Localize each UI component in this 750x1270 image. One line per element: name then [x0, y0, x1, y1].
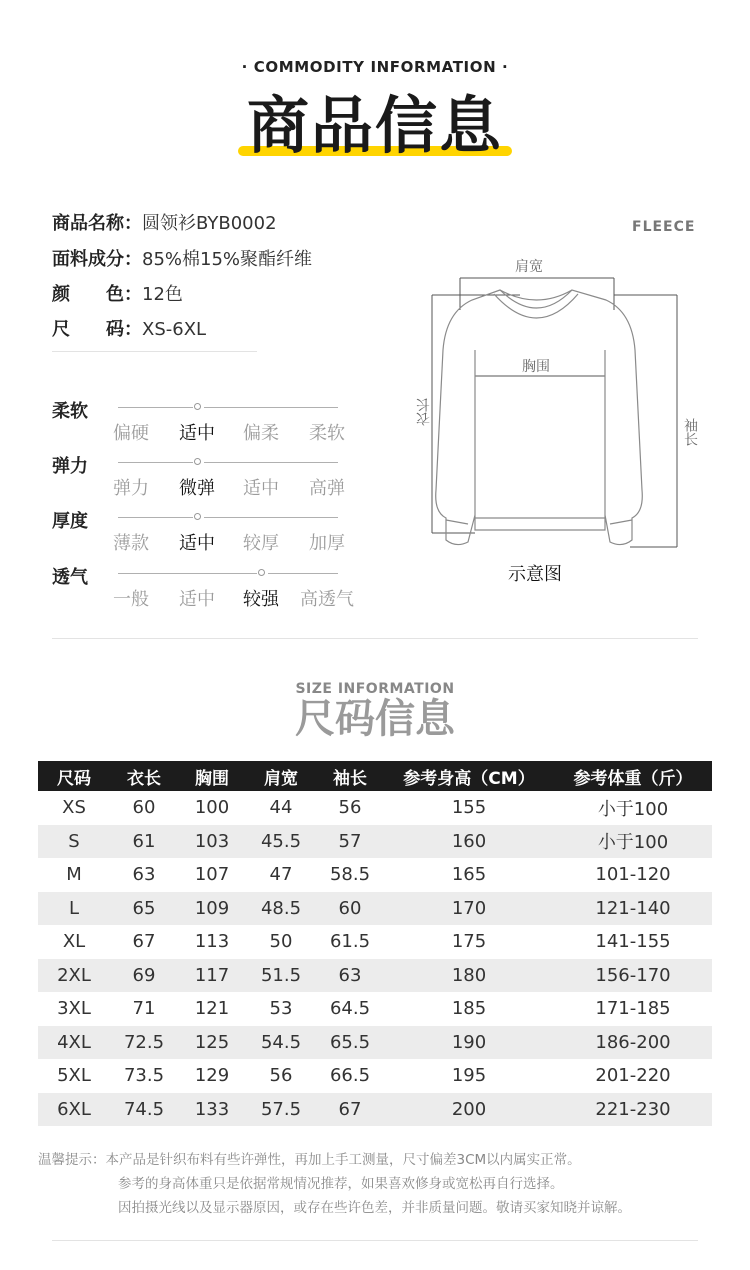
- table-row: [38, 1093, 712, 1127]
- table-cell: 195: [451, 1065, 487, 1087]
- table-cell: 48.5: [246, 892, 316, 926]
- table-cell: 65: [110, 892, 178, 926]
- table-cell: 170: [384, 892, 554, 926]
- attribute-label: 弹力: [52, 456, 88, 477]
- table-cell: 60: [132, 797, 156, 819]
- table-cell: 180: [384, 959, 554, 993]
- shoulder-label: 肩宽: [515, 259, 543, 275]
- table-cell: 61.5: [329, 931, 371, 953]
- info-divider: [52, 351, 257, 352]
- size-subtitle-en: SIZE INFORMATION: [295, 681, 455, 697]
- scale-line: [118, 517, 193, 518]
- table-row: [38, 925, 712, 959]
- table-cell: 100: [194, 797, 230, 819]
- header-height: 参考身高（CM）: [384, 761, 554, 791]
- info-value: 圆领衫BYB0002: [142, 213, 277, 234]
- table-cell: 72.5: [110, 1026, 178, 1060]
- table-cell: 109: [178, 892, 246, 926]
- scale-line: [118, 462, 193, 463]
- table-cell: 107: [194, 864, 230, 886]
- table-cell: 156-170: [554, 959, 712, 993]
- attribute-label: 柔软: [52, 401, 88, 422]
- note-line-1: 温馨提示：本产品是针织布料有些许弹性，再加上手工测量，尺寸偏差3CM以内属实正常。: [38, 1152, 581, 1168]
- table-cell: 200: [384, 1093, 554, 1127]
- table-cell: L: [38, 892, 110, 926]
- table-cell: 小于100: [597, 798, 669, 820]
- header-weight: 参考体重（斤）: [554, 761, 712, 791]
- info-row-size: [52, 315, 206, 341]
- scale-indicator-dot: [258, 569, 265, 576]
- attribute-label: 厚度: [52, 511, 88, 532]
- footer-divider: [52, 1240, 698, 1241]
- length-label: 衣长: [416, 398, 432, 426]
- table-cell: 47: [269, 864, 293, 886]
- diagram-caption: 示意图: [508, 564, 562, 585]
- table-cell: 56: [269, 1065, 293, 1087]
- scale-line: [268, 573, 338, 574]
- table-cell: 63: [316, 959, 384, 993]
- table-cell: 185: [451, 998, 487, 1020]
- header-length: 衣长: [110, 761, 178, 791]
- info-key: 商品名称：: [52, 213, 142, 234]
- table-cell: 60: [316, 892, 384, 926]
- scale-indicator-dot: [194, 403, 201, 410]
- commodity-subtitle-en: · COMMODITY INFORMATION ·: [241, 58, 509, 76]
- table-cell: 101-120: [595, 864, 671, 886]
- table-cell: 66.5: [329, 1065, 371, 1087]
- info-key: 尺 码：: [52, 319, 142, 340]
- attribute-option: 偏硬: [113, 423, 149, 444]
- table-cell: 58.5: [329, 864, 371, 886]
- table-cell: 186-200: [554, 1026, 712, 1060]
- table-cell: XL: [62, 931, 86, 953]
- table-cell: 133: [178, 1093, 246, 1127]
- table-cell: 6XL: [38, 1093, 110, 1127]
- table-cell: 74.5: [110, 1093, 178, 1127]
- table-cell: 56: [338, 797, 362, 819]
- table-cell: 3XL: [57, 998, 91, 1020]
- table-cell: 71: [132, 998, 156, 1020]
- brand-label: FLEECE: [632, 219, 696, 235]
- table-cell: 65.5: [316, 1026, 384, 1060]
- table-row: [38, 791, 712, 825]
- table-cell: S: [38, 825, 110, 859]
- header-size: 尺码: [38, 761, 110, 791]
- table-cell: 51.5: [246, 959, 316, 993]
- attribute-option: 适中: [243, 478, 279, 499]
- table-cell: 190: [384, 1026, 554, 1060]
- table-row: [38, 1059, 712, 1093]
- attribute-option: 偏柔: [243, 423, 279, 444]
- chest-label: 胸围: [522, 359, 550, 375]
- table-row: [38, 858, 712, 892]
- attribute-option: 柔软: [309, 423, 345, 444]
- table-cell: 121-140: [554, 892, 712, 926]
- table-cell: 5XL: [57, 1065, 91, 1087]
- table-row: [38, 1026, 712, 1060]
- table-cell: 53: [269, 998, 293, 1020]
- scale-line: [118, 573, 257, 574]
- scale-indicator-dot: [194, 513, 201, 520]
- size-table-header: [38, 761, 712, 791]
- header-shoulder: 肩宽: [246, 761, 316, 791]
- table-cell: 141-155: [595, 931, 671, 953]
- attribute-option: 适中: [179, 533, 215, 554]
- scale-indicator-dot: [194, 458, 201, 465]
- sleeve-label: 袖长: [682, 418, 698, 446]
- table-cell: 57: [316, 825, 384, 859]
- note-line-3: 因拍摄光线以及显示器原因，或存在些许色差，并非质量问题。敬请买家知晓并谅解。: [118, 1200, 631, 1216]
- table-cell: 160: [384, 825, 554, 859]
- table-cell: 117: [178, 959, 246, 993]
- attribute-option: 弹力: [113, 478, 149, 499]
- table-cell: 61: [110, 825, 178, 859]
- attribute-label: 透气: [52, 567, 88, 588]
- table-cell: 44: [269, 797, 293, 819]
- table-cell: 67: [132, 931, 156, 953]
- info-key: 面料成分：: [52, 249, 142, 270]
- table-cell: 121: [194, 998, 230, 1020]
- header-chest: 胸围: [178, 761, 246, 791]
- table-row: [38, 825, 712, 859]
- attribute-option: 微弹: [179, 478, 215, 499]
- scale-line: [204, 462, 338, 463]
- info-value: 12色: [142, 284, 183, 305]
- table-row: [38, 959, 712, 993]
- scale-line: [204, 407, 338, 408]
- table-cell: 175: [451, 931, 487, 953]
- table-cell: 57.5: [246, 1093, 316, 1127]
- table-cell: 113: [194, 931, 230, 953]
- table-cell: 171-185: [595, 998, 671, 1020]
- attribute-option: 较强: [243, 589, 279, 610]
- info-row-fabric: [52, 245, 312, 271]
- table-cell: 69: [110, 959, 178, 993]
- table-cell: 73.5: [123, 1065, 165, 1087]
- table-cell: 165: [451, 864, 487, 886]
- attribute-option: 一般: [113, 589, 149, 610]
- table-cell: 201-220: [595, 1065, 671, 1087]
- attribute-option: 适中: [179, 423, 215, 444]
- table-cell: 4XL: [38, 1026, 110, 1060]
- table-cell: 125: [178, 1026, 246, 1060]
- attribute-option: 加厚: [309, 533, 345, 554]
- attribute-option: 较厚: [243, 533, 279, 554]
- scale-line: [118, 407, 193, 408]
- info-row-color: [52, 280, 183, 306]
- info-value: XS-6XL: [142, 319, 207, 340]
- attribute-option: 高透气: [300, 589, 354, 610]
- table-cell: XS: [62, 797, 86, 819]
- table-cell: 103: [178, 825, 246, 859]
- table-cell: M: [66, 864, 82, 886]
- table-cell: 155: [451, 797, 487, 819]
- scale-line: [204, 517, 338, 518]
- table-row: [38, 992, 712, 1026]
- table-row: [38, 892, 712, 926]
- section-divider: [52, 638, 698, 639]
- size-title: 尺码信息: [295, 696, 455, 742]
- commodity-title: 商品信息: [246, 89, 503, 162]
- table-cell: 221-230: [554, 1093, 712, 1127]
- table-cell: 2XL: [38, 959, 110, 993]
- table-cell: 64.5: [329, 998, 371, 1020]
- attribute-option: 薄款: [113, 533, 149, 554]
- table-cell: 小于100: [554, 825, 712, 859]
- info-row-name: [52, 209, 277, 235]
- attribute-option: 高弹: [309, 478, 345, 499]
- header-sleeve: 袖长: [316, 761, 384, 791]
- table-cell: 67: [316, 1093, 384, 1127]
- info-value: 85%棉15%聚酯纤维: [142, 249, 313, 270]
- table-cell: 129: [194, 1065, 230, 1087]
- table-cell: 50: [269, 931, 293, 953]
- attribute-option: 适中: [179, 589, 215, 610]
- info-key: 颜 色：: [52, 284, 142, 305]
- table-cell: 45.5: [246, 825, 316, 859]
- table-cell: 63: [132, 864, 156, 886]
- table-cell: 54.5: [246, 1026, 316, 1060]
- size-table: [38, 761, 712, 1126]
- note-line-2: 参考的身高体重只是依据常规情况推荐，如果喜欢修身或宽松再自行选择。: [118, 1176, 564, 1192]
- sweatshirt-diagram: [400, 250, 700, 560]
